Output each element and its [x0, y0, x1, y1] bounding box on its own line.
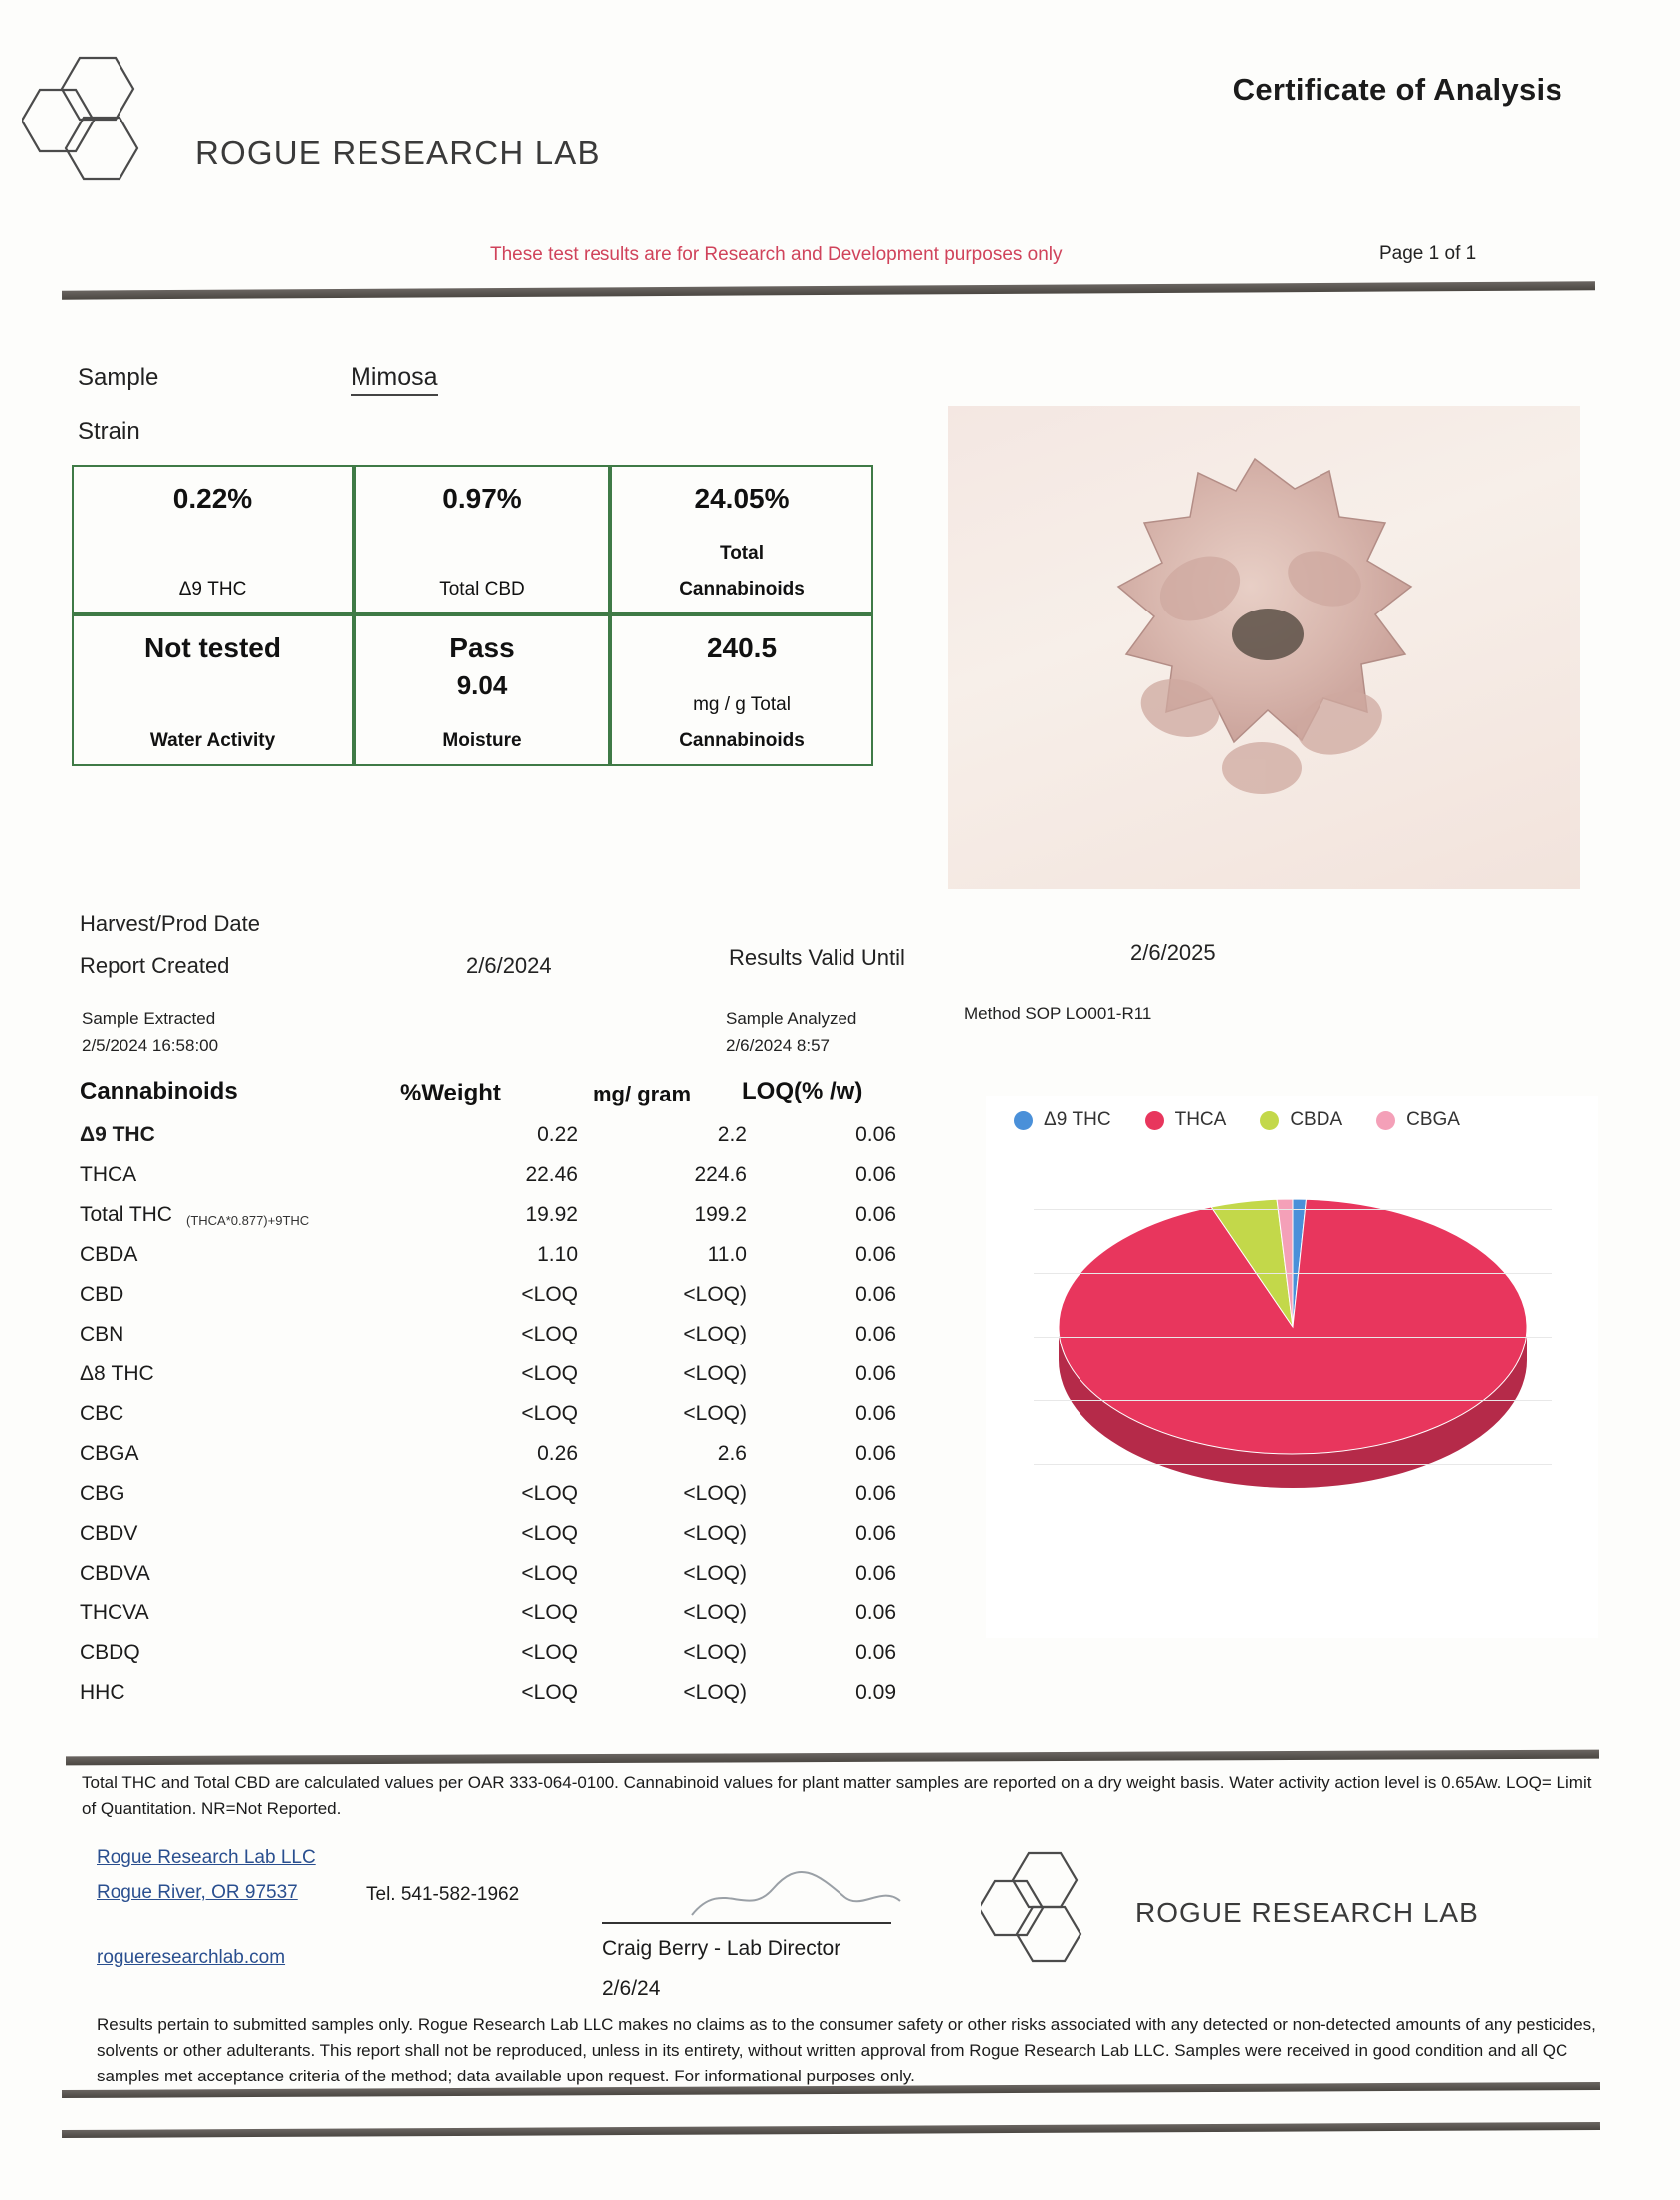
summary-total-cbd: [354, 465, 610, 614]
legend-label: CBGA: [1406, 1109, 1460, 1130]
lab-director-name: Craig Berry - Lab Director: [602, 1937, 841, 1960]
table-row: [80, 1239, 916, 1279]
cannabinoid-table: [80, 1078, 916, 1717]
total-cbd-value: 0.97%: [442, 483, 522, 514]
summary-water-activity: [72, 614, 354, 766]
cell-weight: <LOQ: [521, 1362, 578, 1385]
legend-label: Δ9 THC: [1044, 1109, 1111, 1130]
strain-label: Strain: [78, 418, 140, 445]
results-valid-label: Results Valid Until: [729, 945, 905, 970]
cell-analyte: CBGA: [80, 1442, 139, 1465]
sample-analyzed-value: 2/6/2024 8:57: [726, 1036, 830, 1055]
chart-legend: [1014, 1109, 1571, 1131]
moisture-status: Pass: [449, 632, 515, 663]
total-cannabinoids-label-1: Total: [720, 543, 764, 564]
signature-icon: [687, 1867, 906, 1927]
legal-disclaimer: Results pertain to submitted samples only. Rogue Research Lab LLC makes no claims as to the consumer safety or other risks associated with any detected or non-detected amounts of any pesticides, solvents or other adulterants. This report shall not be reproduced, unless in its entirety, without written approval from Rogue Research Lab LLC. Samples were received in good condition and all QC samples met acceptance criteria of the method; data available upon request. For informational purposes only.: [97, 2015, 1596, 2085]
cell-analyte-formula: (THCA*0.877)+9THC: [186, 1213, 310, 1228]
cell-loq: 0.09: [855, 1681, 896, 1704]
moisture-value: 9.04: [456, 670, 508, 700]
summary-grid: [72, 465, 893, 769]
sample-label: Sample: [78, 365, 159, 391]
cell-weight: <LOQ: [521, 1522, 578, 1545]
cell-weight: 22.46: [525, 1163, 578, 1186]
cell-loq: 0.06: [855, 1482, 896, 1505]
col-header-weight: %Weight: [400, 1080, 501, 1106]
cell-loq: 0.06: [855, 1601, 896, 1624]
cannabinoid-pie-chart: [986, 1096, 1598, 1638]
cell-weight: <LOQ: [521, 1283, 578, 1306]
cell-weight: <LOQ: [521, 1562, 578, 1585]
lab-name: ROGUE RESEARCH LAB: [195, 134, 600, 171]
cell-mg-per-gram: <LOQ): [683, 1522, 747, 1545]
divider-bottom-2: [62, 2122, 1600, 2138]
pie-graphic: [1034, 1177, 1552, 1506]
cell-mg-per-gram: 11.0: [707, 1243, 747, 1266]
cannabis-bud-image: [1051, 439, 1479, 857]
company-address-link[interactable]: Rogue River, OR 97537: [97, 1882, 298, 1903]
table-row: [80, 1558, 916, 1597]
cell-weight: <LOQ: [521, 1601, 578, 1624]
cell-loq: 0.06: [855, 1641, 896, 1664]
page-count: Page 1 of 1: [1379, 243, 1477, 264]
cell-analyte: CBD: [80, 1283, 124, 1306]
footer-lab-name: ROGUE RESEARCH LAB: [1135, 1897, 1479, 1928]
cell-mg-per-gram: <LOQ): [683, 1641, 747, 1664]
cell-analyte: CBDA: [80, 1243, 138, 1266]
legend-swatch-icon: [1260, 1111, 1279, 1130]
cell-weight: <LOQ: [521, 1641, 578, 1664]
cell-analyte: Δ9 THC: [80, 1123, 155, 1146]
cell-mg-per-gram: 224.6: [694, 1163, 747, 1186]
mg-per-g-value: 240.5: [706, 632, 778, 663]
total-cbd-label: Total CBD: [439, 579, 525, 600]
table-row: [80, 1279, 916, 1319]
table-row: [80, 1199, 916, 1239]
cell-analyte: THCA: [80, 1163, 137, 1186]
cell-loq: 0.06: [855, 1243, 896, 1266]
cell-analyte: CBDVA: [80, 1562, 150, 1585]
cell-mg-per-gram: <LOQ): [683, 1681, 747, 1704]
cell-weight: 19.92: [525, 1203, 578, 1226]
report-created-value: 2/6/2024: [466, 953, 552, 978]
sample-extracted-label: Sample Extracted: [82, 1009, 216, 1028]
hexagon-logo-icon: [22, 48, 206, 187]
table-header-row: [80, 1078, 916, 1119]
cell-loq: 0.06: [855, 1522, 896, 1545]
cell-loq: 0.06: [855, 1323, 896, 1345]
water-activity-value: Not tested: [144, 632, 281, 663]
method-label: Method SOP LO001-R11: [964, 1004, 1152, 1023]
footer-hexagon-logo-icon: [981, 1847, 1130, 1977]
divider-mid: [66, 1750, 1599, 1766]
col-header-loq: LOQ(% /w): [742, 1078, 863, 1104]
cell-weight: <LOQ: [521, 1323, 578, 1345]
total-cannabinoids-value: 24.05%: [694, 483, 790, 514]
cell-weight: <LOQ: [521, 1681, 578, 1704]
cell-mg-per-gram: 2.6: [717, 1442, 747, 1465]
summary-total-cannabinoids: [610, 465, 873, 614]
col-header-name: Cannabinoids: [80, 1078, 238, 1104]
page-title: Certificate of Analysis: [1232, 72, 1562, 107]
cell-mg-per-gram: <LOQ): [683, 1482, 747, 1505]
table-row: [80, 1677, 916, 1717]
legend-item: [1376, 1109, 1460, 1131]
d9thc-label: Δ9 THC: [178, 579, 247, 600]
table-row: [80, 1518, 916, 1558]
company-phone: Tel. 541-582-1962: [366, 1884, 520, 1905]
cell-mg-per-gram: <LOQ): [683, 1562, 747, 1585]
mg-per-g-label-2: Cannabinoids: [679, 730, 805, 751]
cell-analyte: HHC: [80, 1681, 125, 1704]
company-website-link[interactable]: rogueresearchlab.com: [97, 1947, 286, 1968]
col-header-mg: mg/ gram: [593, 1082, 692, 1106]
sample-analyzed-label: Sample Analyzed: [726, 1009, 857, 1028]
pie-area: [1034, 1177, 1552, 1506]
cell-analyte: CBDV: [80, 1522, 138, 1545]
cell-weight: <LOQ: [521, 1402, 578, 1425]
cell-mg-per-gram: <LOQ): [683, 1283, 747, 1306]
cell-analyte: CBDQ: [80, 1641, 140, 1664]
cell-weight: <LOQ: [521, 1482, 578, 1505]
sample-name-value: Mimosa: [351, 364, 438, 396]
cell-loq: 0.06: [855, 1442, 896, 1465]
table-row: [80, 1478, 916, 1518]
legend-label: THCA: [1174, 1109, 1227, 1130]
table-row: [80, 1398, 916, 1438]
legend-swatch-icon: [1376, 1111, 1395, 1130]
cell-loq: 0.06: [855, 1283, 896, 1306]
cell-analyte: Δ8 THC: [80, 1362, 154, 1385]
cell-mg-per-gram: <LOQ): [683, 1362, 747, 1385]
cell-loq: 0.06: [855, 1203, 896, 1226]
table-row: [80, 1597, 916, 1637]
results-valid-value: 2/6/2025: [1130, 940, 1216, 965]
signature-line: [602, 1922, 891, 1924]
cell-mg-per-gram: 199.2: [694, 1203, 747, 1226]
cell-loq: 0.06: [855, 1163, 896, 1186]
legend-item: [1260, 1109, 1342, 1131]
legend-item: [1014, 1109, 1111, 1131]
cell-weight: 0.26: [537, 1442, 578, 1465]
cell-analyte: CBG: [80, 1482, 125, 1505]
calculation-note: Total THC and Total CBD are calculated values per OAR 333-064-0100. Cannabinoid values for plant matter samples are reported on a dry weight basis. Water activity action level is 0.65Aw. LOQ= Limit of Quantitation. NR=Not Reported.: [82, 1773, 1592, 1818]
cell-mg-per-gram: <LOQ): [683, 1323, 747, 1345]
summary-mg-per-g: [610, 614, 873, 766]
cell-loq: 0.06: [855, 1123, 896, 1146]
cell-mg-per-gram: 2.2: [717, 1123, 747, 1146]
cell-analyte: Total THC: [80, 1203, 172, 1226]
company-name-link[interactable]: Rogue Research Lab LLC: [97, 1847, 316, 1868]
legend-label: CBDA: [1290, 1109, 1343, 1130]
total-cannabinoids-label-2: Cannabinoids: [679, 579, 805, 600]
mg-per-g-label-1: mg / g Total: [693, 694, 791, 715]
cell-loq: 0.06: [855, 1362, 896, 1385]
table-row: [80, 1438, 916, 1478]
cell-analyte: CBN: [80, 1323, 124, 1345]
d9thc-value: 0.22%: [172, 483, 253, 514]
cell-analyte: CBC: [80, 1402, 124, 1425]
table-row: [80, 1159, 916, 1199]
sample-photo: [948, 406, 1580, 889]
table-row: [80, 1358, 916, 1398]
summary-moisture: [354, 614, 610, 766]
cell-analyte: THCVA: [80, 1601, 149, 1624]
cell-weight: 0.22: [537, 1123, 578, 1146]
signature-date: 2/6/24: [602, 1977, 661, 2000]
cell-weight: 1.10: [537, 1243, 578, 1266]
research-disclaimer: These test results are for Research and Development purposes only: [490, 244, 1063, 265]
legend-item: [1145, 1109, 1227, 1131]
divider-top: [62, 281, 1595, 299]
water-activity-label: Water Activity: [149, 730, 276, 751]
harvest-date-label: Harvest/Prod Date: [80, 911, 260, 936]
table-row: [80, 1637, 916, 1677]
table-row: [80, 1119, 916, 1159]
sample-extracted-value: 2/5/2024 16:58:00: [82, 1036, 219, 1055]
moisture-label: Moisture: [442, 730, 522, 751]
legend-swatch-icon: [1145, 1111, 1164, 1130]
legend-swatch-icon: [1014, 1111, 1033, 1130]
cell-loq: 0.06: [855, 1562, 896, 1585]
table-row: [80, 1319, 916, 1358]
summary-d9thc: [72, 465, 354, 614]
cell-mg-per-gram: <LOQ): [683, 1601, 747, 1624]
cell-mg-per-gram: <LOQ): [683, 1402, 747, 1425]
cell-loq: 0.06: [855, 1402, 896, 1425]
report-created-label: Report Created: [80, 953, 230, 978]
